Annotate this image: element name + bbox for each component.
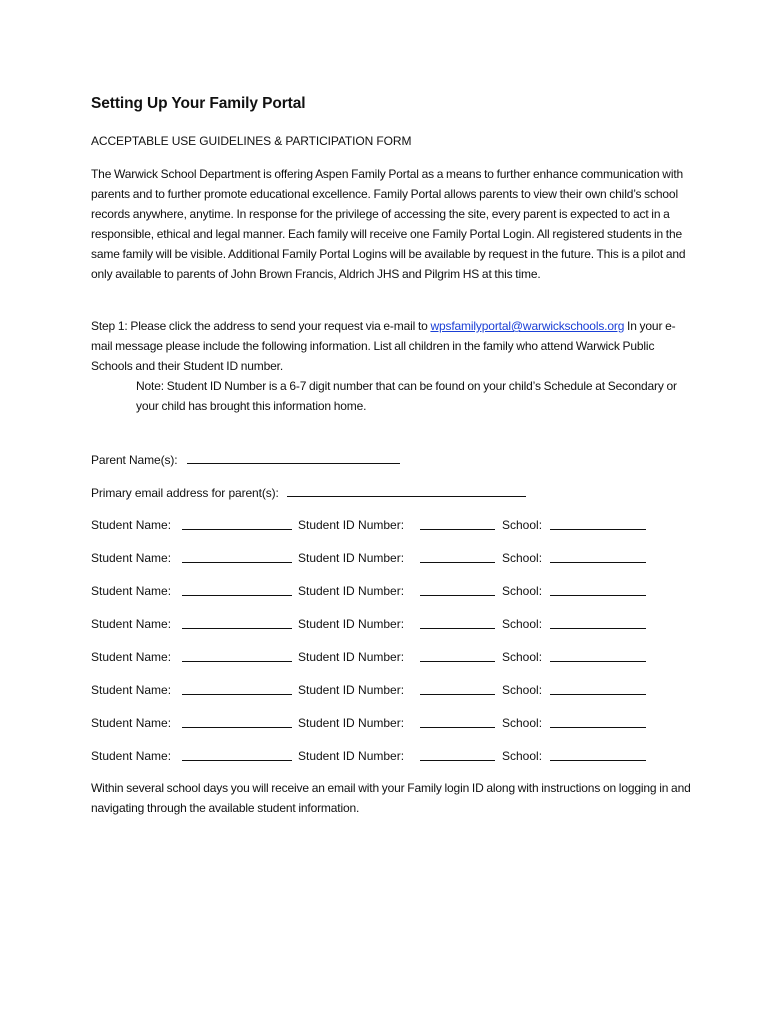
- primary-email-row: [91, 482, 526, 502]
- student-name-label: Student Name:: [91, 650, 172, 664]
- student-name-label: Student Name:: [91, 518, 172, 532]
- page-title: Setting Up Your Family Portal: [91, 95, 306, 112]
- student-name-field[interactable]: [182, 680, 292, 695]
- student-id-field[interactable]: [420, 746, 495, 761]
- student-id-label: Student ID Number:: [298, 518, 405, 532]
- student-row: [91, 515, 691, 535]
- student-name-label: Student Name:: [91, 551, 172, 565]
- request-email-link[interactable]: wpsfamilyportal@warwickschools.org: [430, 319, 625, 333]
- student-row: [91, 680, 691, 700]
- primary-email-label: Primary email address for parent(s):: [91, 486, 279, 500]
- student-name-field[interactable]: [182, 515, 292, 530]
- student-row: [91, 614, 691, 634]
- student-name-label: Student Name:: [91, 584, 172, 598]
- parent-name-row: [91, 449, 400, 469]
- student-id-note: Note: Student ID Number is a 6-7 digit number that can be found on your child’s Schedule at Secondary or your child has brought this information home.: [136, 379, 677, 413]
- student-id-label: Student ID Number:: [298, 749, 405, 763]
- student-id-label: Student ID Number:: [298, 716, 405, 730]
- student-id-label: Student ID Number:: [298, 551, 405, 565]
- student-name-field[interactable]: [182, 581, 292, 596]
- student-id-label: Student ID Number:: [298, 617, 405, 631]
- student-id-label: Student ID Number:: [298, 584, 405, 598]
- school-label: School:: [502, 617, 543, 631]
- student-name-field[interactable]: [182, 647, 292, 662]
- student-id-field[interactable]: [420, 581, 495, 596]
- school-label: School:: [502, 650, 543, 664]
- student-row: [91, 581, 691, 601]
- student-id-field[interactable]: [420, 680, 495, 695]
- form-subtitle: ACCEPTABLE USE GUIDELINES & PARTICIPATION FORM: [91, 134, 412, 148]
- student-name-field[interactable]: [182, 746, 292, 761]
- student-id-field[interactable]: [420, 647, 495, 662]
- school-field[interactable]: [550, 713, 646, 728]
- student-name-field[interactable]: [182, 614, 292, 629]
- primary-email-field[interactable]: [287, 482, 526, 497]
- school-field[interactable]: [550, 548, 646, 563]
- school-field[interactable]: [550, 746, 646, 761]
- student-row: [91, 713, 691, 733]
- school-label: School:: [502, 518, 543, 532]
- student-name-label: Student Name:: [91, 749, 172, 763]
- student-name-label: Student Name:: [91, 716, 172, 730]
- student-id-field[interactable]: [420, 515, 495, 530]
- school-field[interactable]: [550, 515, 646, 530]
- student-row: [91, 548, 691, 568]
- school-field[interactable]: [550, 581, 646, 596]
- school-label: School:: [502, 749, 543, 763]
- student-row: [91, 647, 691, 667]
- parent-name-field[interactable]: [187, 449, 400, 464]
- school-field[interactable]: [550, 647, 646, 662]
- student-id-label: Student ID Number:: [298, 683, 405, 697]
- student-id-field[interactable]: [420, 548, 495, 563]
- intro-paragraph: The Warwick School Department is offering Aspen Family Portal as a means to further enhance communication with parents and to further promote educational excellence. Family Portal allows parents to view their own child’s school records anywhere, anytime. In response for the privilege of accessing the site, every parent is expected to act in a responsible, ethical and legal manner. Each family will receive one Family Portal Login. All registered students in the same family will be visible. Additional Family Portal Logins will be available by request in the future. This is a pilot and only available to parents of John Brown Francis, Aldrich JHS and Pilgrim HS at this time.: [91, 167, 686, 281]
- student-id-field[interactable]: [420, 713, 495, 728]
- student-row: [91, 746, 691, 766]
- school-label: School:: [502, 716, 543, 730]
- school-label: School:: [502, 551, 543, 565]
- closing-paragraph: Within several school days you will receive an email with your Family login ID along with instructions on logging in and navigating through the available student information.: [91, 781, 691, 815]
- step1-prefix: Step 1: Please click the address to send your request via e-mail to: [91, 319, 431, 333]
- school-label: School:: [502, 683, 543, 697]
- student-name-field[interactable]: [182, 713, 292, 728]
- school-field[interactable]: [550, 614, 646, 629]
- school-label: School:: [502, 584, 543, 598]
- student-name-field[interactable]: [182, 548, 292, 563]
- student-id-field[interactable]: [420, 614, 495, 629]
- step1-paragraph: [91, 316, 691, 376]
- school-field[interactable]: [550, 680, 646, 695]
- student-id-label: Student ID Number:: [298, 650, 405, 664]
- student-name-label: Student Name:: [91, 617, 172, 631]
- step1-suffix: In your e-mail message please include the following information. List all children in the family who attend Warwick Public Schools and their Student ID number.: [91, 319, 676, 373]
- student-name-label: Student Name:: [91, 683, 172, 697]
- parent-name-label: Parent Name(s):: [91, 453, 178, 467]
